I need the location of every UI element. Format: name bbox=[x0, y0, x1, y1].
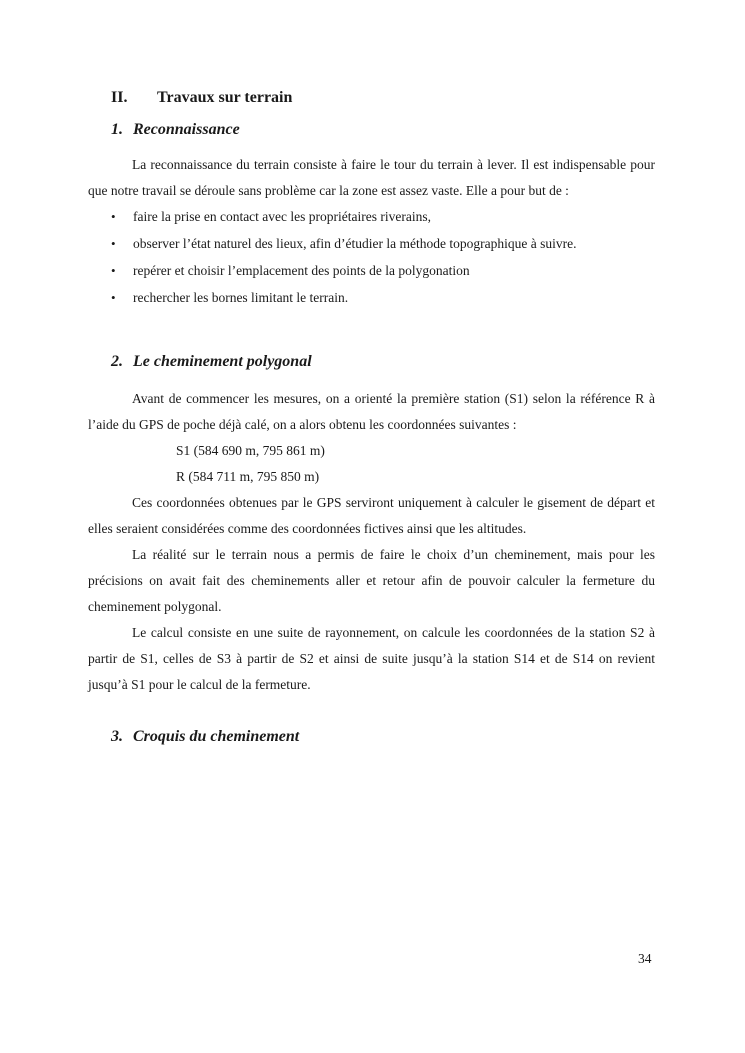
list-item-text: rechercher les bornes limitant le terrain. bbox=[133, 290, 349, 305]
page-number: 34 bbox=[638, 951, 652, 966]
subsection-title: Reconnaissance bbox=[133, 121, 240, 138]
reconnaissance-intro-paragraph: La reconnaissance du terrain consiste à faire le tour du terrain à lever. Il est indispensable pour que notre travail se déroule sans problème car la zone est assez vaste. Elle a pour but de : bbox=[88, 157, 655, 198]
list-item-text: repérer et choisir l’emplacement des points de la polygonation bbox=[133, 263, 470, 278]
subsection-heading-cheminement bbox=[111, 353, 312, 371]
bullet-icon: • bbox=[111, 263, 116, 278]
subsection-heading-reconnaissance bbox=[111, 121, 240, 139]
subsection-heading-croquis bbox=[111, 728, 299, 746]
section-number: II. bbox=[111, 89, 128, 106]
section-heading bbox=[111, 89, 292, 107]
cheminement-paragraph-1: Avant de commencer les mesures, on a orienté la première station (S1) selon la référence R à l’aide du GPS de poche déjà calé, on a alors obtenu les coordonnées suivantes : bbox=[88, 391, 655, 432]
subsection-title: Croquis du cheminement bbox=[133, 728, 300, 745]
cheminement-paragraph-3: La réalité sur le terrain nous a permis de faire le choix d’un cheminement, mais pour les précisions on avait fait des cheminements aller et retour afin de pouvoir calculer la fermeture du cheminement polygonal. bbox=[88, 547, 655, 614]
list-item bbox=[111, 263, 470, 279]
bullet-icon: • bbox=[111, 290, 116, 305]
subsection-number: 1. bbox=[111, 121, 123, 138]
cheminement-paragraph-2: Ces coordonnées obtenues par le GPS serviront uniquement à calculer le gisement de départ et elles seraient considérées comme des coordonnées fictives ainsi que les altitudes. bbox=[88, 495, 655, 536]
list-item-text: observer l’état naturel des lieux, afin d’étudier la méthode topographique à suivre. bbox=[133, 236, 577, 251]
bullet-icon: • bbox=[111, 236, 116, 251]
subsection-title: Le cheminement polygonal bbox=[133, 353, 312, 370]
coordinate-s1: S1 (584 690 m, 795 861 m) bbox=[176, 443, 325, 458]
list-item bbox=[111, 236, 576, 252]
cheminement-paragraph-4: Le calcul consiste en une suite de rayonnement, on calcule les coordonnées de la station S2 à partir de S1, celles de S3 à partir de S2 et ainsi de suite jusqu’à la station S14 et de S14 on revient jusqu’à S1 pour le calcul de la fermeture. bbox=[88, 625, 655, 692]
list-item bbox=[111, 209, 431, 225]
section-title: Travaux sur terrain bbox=[157, 89, 293, 106]
subsection-number: 2. bbox=[111, 353, 123, 370]
coordinate-r: R (584 711 m, 795 850 m) bbox=[176, 469, 320, 484]
list-item-text: faire la prise en contact avec les propriétaires riverains, bbox=[133, 209, 431, 224]
list-item bbox=[111, 290, 348, 306]
bullet-icon: • bbox=[111, 209, 116, 224]
subsection-number: 3. bbox=[111, 728, 123, 745]
